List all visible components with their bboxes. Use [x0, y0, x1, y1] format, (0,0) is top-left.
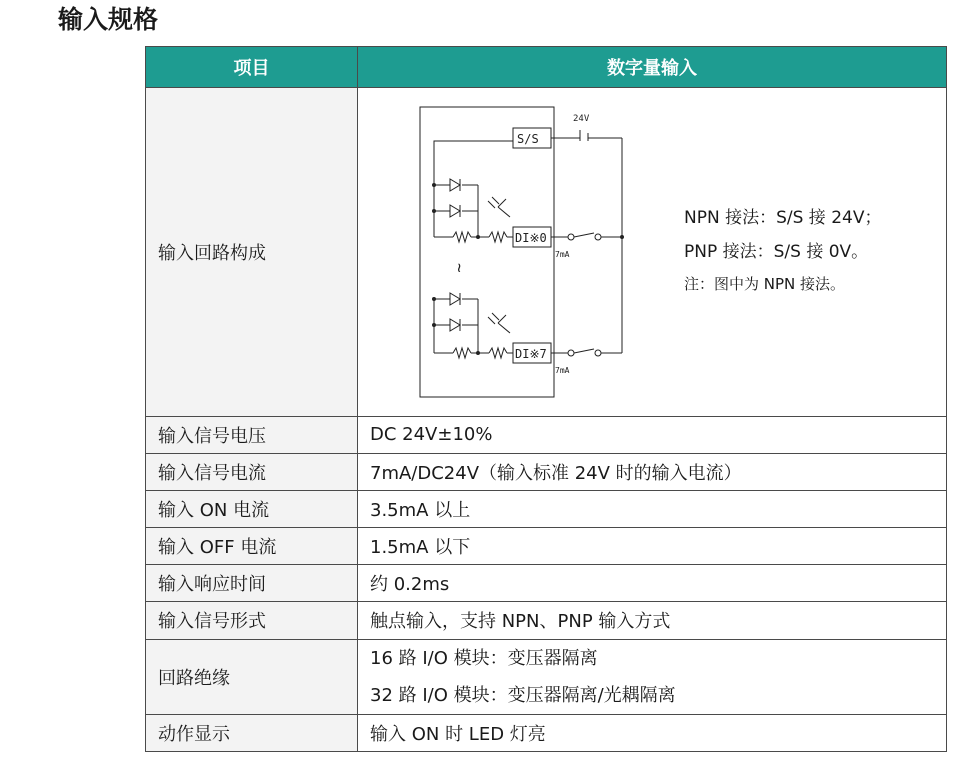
table-row-circuit — [146, 88, 947, 416]
table-row-indicator — [146, 714, 947, 751]
diagram-remark: 注：图中为 NPN 接法。 — [684, 274, 846, 293]
isolation-32ch: 32 路 I/O 模块：变压器隔离/光耦隔离 — [370, 684, 676, 706]
di0-terminal-label: DI※0 — [515, 230, 547, 245]
led-di0-top — [450, 179, 460, 191]
phototransistor-di0 — [498, 199, 506, 207]
row-value-indicator: 输入 ON 时 LED 灯亮 — [358, 714, 947, 751]
resistor-di7-left — [453, 348, 471, 358]
row-label: 输入 OFF 电流 — [146, 528, 358, 565]
row-label: 输入信号电压 — [146, 416, 358, 453]
phototransistor-di7 — [498, 315, 506, 323]
row-value: 触点输入，支持 NPN、PNP 输入方式 — [358, 602, 947, 639]
led-di0-bottom — [450, 205, 460, 217]
row-value: DC 24V±10% — [358, 416, 947, 453]
circuit-panel — [358, 89, 947, 415]
row-label: 输入响应时间 — [146, 565, 358, 602]
omission-mark: ~ — [450, 262, 469, 273]
led-di7-top — [450, 293, 460, 305]
di7-switch-blade — [574, 349, 594, 353]
table-row — [146, 565, 947, 602]
input-spec-table — [145, 46, 947, 752]
row-value: 7mA/DC24V（输入标准 24V 时的输入电流） — [358, 453, 947, 490]
header-item: 项目 — [146, 47, 358, 88]
wiring-notes — [684, 201, 881, 297]
table-row — [146, 490, 947, 527]
resistor-di0-left — [453, 232, 471, 242]
page-title: 输入规格 — [58, 5, 159, 34]
common-rail-top — [434, 141, 513, 237]
isolation-16ch: 16 路 I/O 模块：变压器隔离 — [370, 647, 598, 669]
table-row-isolation — [146, 639, 947, 714]
circuit-cell — [358, 88, 947, 416]
table-row — [146, 416, 947, 453]
table-row — [146, 602, 947, 639]
row-value: 1.5mA 以下 — [358, 528, 947, 565]
resistor-di7-right — [489, 348, 507, 358]
di7-switch-contact-a — [568, 350, 574, 356]
header-digital-input: 数字量输入 — [358, 47, 947, 88]
di0-switch-contact-a — [568, 234, 574, 240]
supply-voltage-label: 24V — [573, 113, 590, 124]
npn-wiring-note: NPN 接法：S/S 接 24V； — [684, 207, 882, 228]
row-label-circuit: 输入回路构成 — [146, 88, 358, 416]
di7-terminal-label: DI※7 — [515, 346, 547, 361]
row-label: 输入信号形式 — [146, 602, 358, 639]
row-label-indicator: 动作显示 — [146, 714, 358, 751]
table-row — [146, 453, 947, 490]
led-di7-bottom — [450, 319, 460, 331]
resistor-di0-right — [489, 232, 507, 242]
table-header-row — [146, 47, 947, 88]
row-label: 输入信号电流 — [146, 453, 358, 490]
ss-terminal-label: S/S — [517, 131, 539, 146]
table-row — [146, 528, 947, 565]
di0-current-label: 7mA — [555, 249, 570, 259]
pnp-wiring-note: PNP 接法：S/S 接 0V。 — [684, 241, 869, 262]
row-label: 输入 ON 电流 — [146, 490, 358, 527]
row-label-isolation: 回路绝缘 — [146, 639, 358, 714]
row-value: 约 0.2ms — [358, 565, 947, 602]
di7-current-label: 7mA — [555, 365, 570, 375]
row-value: 3.5mA 以上 — [358, 490, 947, 527]
di0-switch-blade — [574, 233, 594, 237]
row-value-isolation — [358, 639, 947, 714]
